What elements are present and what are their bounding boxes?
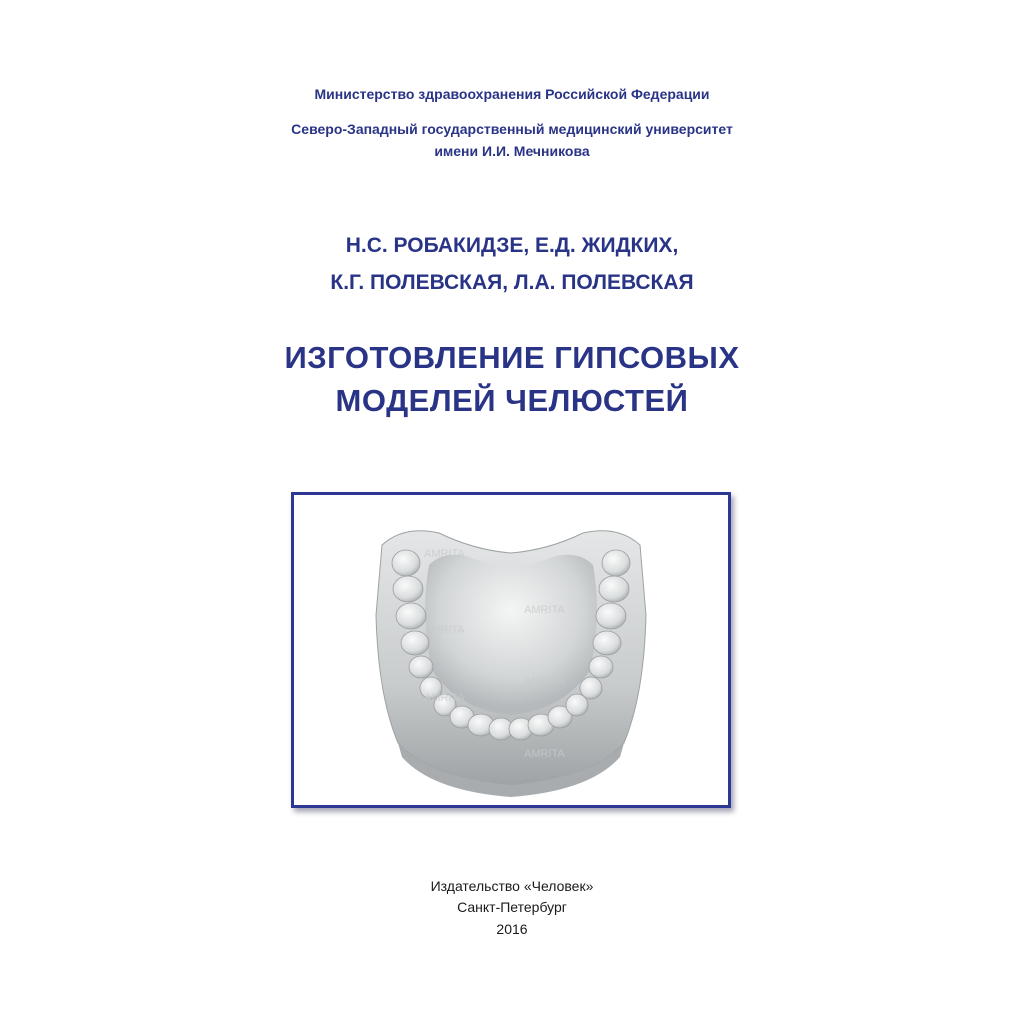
watermark-text: AMRITA bbox=[424, 548, 465, 560]
university-name-line2: имени И.И. Мечникова bbox=[434, 143, 590, 159]
plaster-jaw-model-image bbox=[294, 495, 728, 805]
watermark-text: AMRITA bbox=[424, 692, 465, 704]
authors-line-1: Н.С. РОБАКИДЗЕ, Е.Д. ЖИДКИХ, bbox=[345, 234, 679, 257]
publication-year: 2016 bbox=[496, 921, 528, 937]
book-title-line-2: МОДЕЛЕЙ ЧЕЛЮСТЕЙ bbox=[335, 383, 689, 418]
cover-image-frame bbox=[291, 492, 731, 808]
ministry-name: Министерство здравоохранения Российской Федерации bbox=[314, 86, 710, 102]
university-name: Северо-Западный государственный медицинский университет bbox=[291, 121, 733, 137]
book-title-line-1: ИЗГОТОВЛЕНИЕ ГИПСОВЫХ bbox=[284, 340, 740, 375]
authors-line-2: К.Г. ПОЛЕВСКАЯ, Л.А. ПОЛЕВСКАЯ bbox=[330, 271, 694, 294]
watermark-text: AMRITA bbox=[424, 624, 465, 636]
publisher-name: Издательство «Человек» bbox=[430, 878, 594, 894]
watermark-text: AMRITA bbox=[524, 748, 565, 760]
publication-city: Санкт-Петербург bbox=[457, 899, 567, 915]
watermark-text: AMRITA bbox=[524, 676, 565, 688]
watermark-text: AMRITA bbox=[524, 604, 565, 616]
